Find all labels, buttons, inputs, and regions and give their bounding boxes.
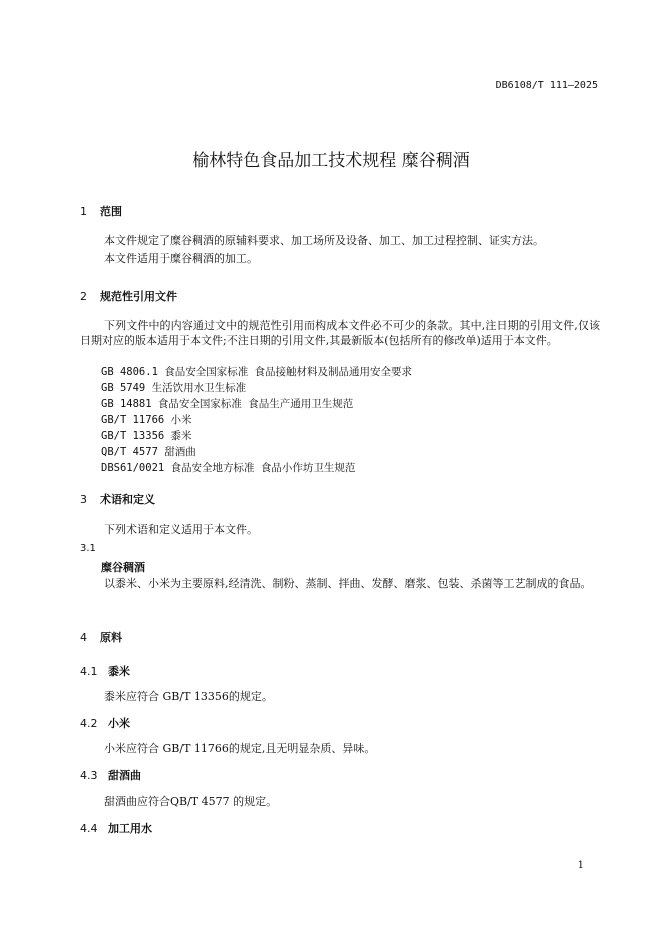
section-3-title: 术语和定义 [100, 493, 155, 506]
subsection-4-2-heading [80, 715, 130, 731]
subsection-4-4-heading [80, 820, 152, 836]
section-2-paragraph-1: 下列文件中的内容通过文中的规范性引用而构成本文件必不可少的条款。其中,注日期的引用文件,仅该日期对应的版本适用于本文件;不注日期的引用文件,其最新版本(包括所有的修改单)适用于本文件。 [80, 319, 600, 347]
subsection-4-3-title: 甜酒曲 [108, 769, 141, 782]
reference-item: GB/T 11766 小米 [101, 414, 192, 426]
section-1-heading [80, 203, 122, 219]
section-1-paragraph-2: 本文件适用于糜谷稠酒的加工。 [104, 252, 258, 265]
subsection-4-1-number: 4.1 [80, 665, 98, 678]
subsection-4-1-heading [80, 663, 130, 679]
subsection-4-3-heading [80, 767, 141, 783]
section-1-paragraph-1: 本文件规定了糜谷稠酒的原辅料要求、加工场所及设备、加工、加工过程控制、证实方法。 [104, 234, 544, 247]
reference-item: GB/T 13356 黍米 [101, 430, 192, 442]
section-4-title: 原料 [100, 631, 122, 644]
page-number: 1 [577, 860, 584, 871]
subsection-4-3-number: 4.3 [80, 769, 98, 782]
section-2-number: 2 [80, 290, 87, 303]
section-1-number: 1 [80, 205, 87, 218]
section-3-number: 3 [80, 493, 87, 506]
subsection-4-1-text: 黍米应符合 GB/T 13356的规定。 [104, 690, 273, 703]
subsection-4-3-text: 甜酒曲应符合QB/T 4577 的规定。 [104, 795, 278, 808]
reference-item: QB/T 4577 甜酒曲 [101, 446, 196, 458]
subsection-4-4-number: 4.4 [80, 822, 98, 835]
subsection-4-2-number: 4.2 [80, 717, 98, 730]
section-4-heading [80, 629, 122, 645]
section-3-heading [80, 491, 155, 507]
section-3-paragraph-1: 下列术语和定义适用于本文件。 [104, 523, 258, 536]
subsection-4-4-title: 加工用水 [108, 822, 152, 835]
term-number: 3.1 [80, 543, 96, 554]
reference-item: GB 4806.1 食品安全国家标准 食品接触材料及制品通用安全要求 [101, 366, 413, 378]
subsection-4-2-text: 小米应符合 GB/T 11766的规定,且无明显杂质、异味。 [104, 742, 376, 755]
section-1-title: 范围 [100, 205, 122, 218]
reference-item: DBS61/0021 食品安全地方标准 食品小作坊卫生规范 [101, 462, 356, 474]
term-definition: 以黍米、小米为主要原料,经清洗、制粉、蒸制、拌曲、发酵、磨浆、包装、杀菌等工艺制成的食品。 [104, 577, 592, 590]
reference-item: GB 5749 生活饮用水卫生标准 [101, 382, 247, 394]
document-title: 榆林特色食品加工技术规程 糜谷稠酒 [192, 151, 470, 171]
document-number: DB6108/T 111—2025 [495, 80, 598, 91]
section-2-heading [80, 288, 177, 304]
section-4-number: 4 [80, 631, 87, 644]
reference-item: GB 14881 食品安全国家标准 食品生产通用卫生规范 [101, 398, 354, 410]
subsection-4-2-title: 小米 [108, 717, 130, 730]
section-2-title: 规范性引用文件 [100, 290, 177, 303]
subsection-4-1-title: 黍米 [108, 665, 130, 678]
term-name: 糜谷稠酒 [101, 561, 145, 574]
